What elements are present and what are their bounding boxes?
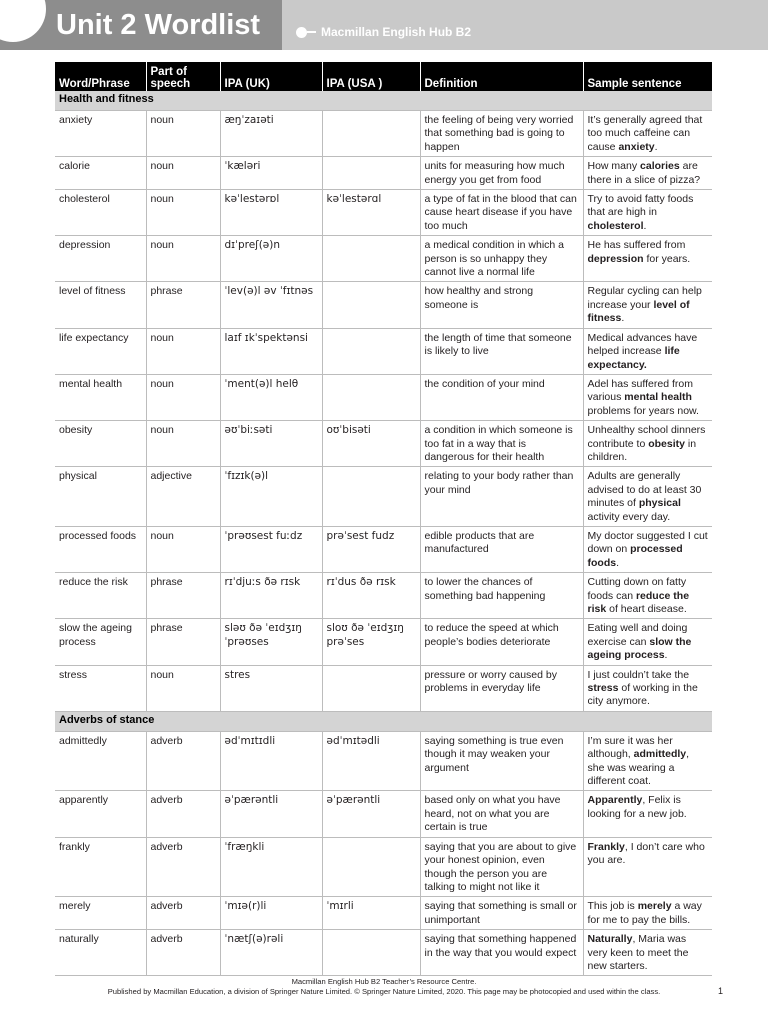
- sentence-text: .: [616, 556, 619, 569]
- sample-sentence-cell: [583, 467, 712, 527]
- definition-cell: how healthy and strong someone is: [420, 282, 583, 328]
- definition-cell: edible products that are manufactured: [420, 526, 583, 572]
- ipa-uk-cell: ˈment(ə)l helθ: [220, 374, 322, 420]
- table-row: [55, 111, 712, 157]
- part-of-speech-cell: phrase: [146, 282, 220, 328]
- ipa-usa-cell: [322, 837, 420, 897]
- ipa-uk-cell: stres: [220, 665, 322, 711]
- highlighted-word: Frankly: [587, 840, 625, 853]
- ipa-uk-cell: əʊˈbiːsəti: [220, 421, 322, 467]
- sentence-text: of working in the city anymore.: [587, 682, 698, 708]
- highlighted-word: depression: [587, 252, 644, 265]
- sample-sentence-cell: [583, 837, 712, 897]
- table-row: [55, 157, 712, 190]
- part-of-speech-cell: adverb: [146, 930, 220, 976]
- sample-sentence-cell: [583, 421, 712, 467]
- definition-cell: saying that you are about to give your honest opinion, even though the person you are talking to might not like it: [420, 837, 583, 897]
- part-of-speech-cell: noun: [146, 526, 220, 572]
- footer-line-2: Published by Macmillan Education, a division of Springer Nature Limited. © Springer Nature Limited, 2020. This page may be photocopied and used within the class.: [107, 987, 661, 996]
- ipa-uk-cell: ˈfræŋkli: [220, 837, 322, 897]
- sentence-text: of heart disease.: [606, 603, 687, 615]
- sample-sentence-cell: [583, 573, 712, 619]
- part-of-speech-cell: adverb: [146, 837, 220, 897]
- sentence-text: Try to avoid fatty foods that are high in: [587, 193, 694, 219]
- highlighted-word: Apparently: [587, 794, 643, 807]
- sentence-text: .: [621, 312, 625, 325]
- sample-sentence-cell: [583, 374, 712, 420]
- word-cell: processed foods: [55, 526, 146, 572]
- sentence-text: Cutting down on fatty foods can: [587, 576, 687, 602]
- sample-sentence-cell: [583, 930, 712, 976]
- sentence-text: , she was wearing a different coat.: [587, 748, 690, 788]
- definition-cell: units for measuring how much energy you get from food: [420, 157, 583, 190]
- highlighted-word: physical: [638, 497, 681, 510]
- word-cell: apparently: [55, 791, 146, 837]
- definition-cell: relating to your body rather than your mind: [420, 467, 583, 527]
- sentence-text: , Felix is looking for a new job.: [587, 794, 687, 820]
- sentence-text: Adel has suffered from various: [587, 377, 693, 404]
- word-cell: cholesterol: [55, 190, 146, 236]
- part-of-speech-cell: adverb: [146, 791, 220, 837]
- part-of-speech-cell: noun: [146, 328, 220, 374]
- part-of-speech-cell: phrase: [146, 619, 220, 665]
- definition-cell: a type of fat in the blood that can cause heart disease if you have too much: [420, 190, 583, 236]
- column-header-word: Word/Phrase: [55, 62, 146, 91]
- word-cell: admittedly: [55, 731, 146, 791]
- part-of-speech-cell: adjective: [146, 467, 220, 527]
- ipa-usa-cell: [322, 111, 420, 157]
- table-row: [55, 282, 712, 328]
- sentence-text: This job is: [587, 900, 638, 913]
- ipa-uk-cell: laɪf ɪkˈspektənsi: [220, 328, 322, 374]
- sentence-text: How many: [587, 160, 641, 173]
- ipa-usa-cell: [322, 467, 420, 527]
- ipa-uk-cell: ˈkæləri: [220, 157, 322, 190]
- ipa-usa-cell: ədˈmɪtədli: [322, 731, 420, 791]
- section-header-row: [55, 91, 712, 111]
- wordlist-table: [55, 62, 712, 976]
- table-row: [55, 665, 712, 711]
- highlighted-word: admittedly: [633, 748, 687, 761]
- part-of-speech-cell: noun: [146, 111, 220, 157]
- column-header-definition: Definition: [420, 62, 583, 91]
- ipa-usa-cell: [322, 282, 420, 328]
- ipa-usa-cell: [322, 665, 420, 711]
- ipa-usa-cell: [322, 930, 420, 976]
- header-title-panel: [0, 0, 282, 50]
- sentence-text: in children.: [587, 437, 697, 463]
- section-title: Adverbs of stance: [55, 711, 712, 731]
- word-cell: depression: [55, 236, 146, 282]
- definition-cell: a condition in which someone is too fat in a way that is dangerous for their health: [420, 421, 583, 467]
- sample-sentence-cell: [583, 111, 712, 157]
- highlighted-word: merely: [637, 900, 672, 913]
- sentence-text: It’s generally agreed that too much caffeine can cause: [587, 114, 703, 153]
- section-header-row: [55, 711, 712, 731]
- word-cell: naturally: [55, 930, 146, 976]
- page-header: [0, 0, 768, 50]
- highlighted-word: obesity: [648, 437, 685, 450]
- sentence-text: I’m sure it was her although,: [587, 734, 673, 761]
- highlighted-word: cholesterol: [587, 219, 644, 232]
- word-cell: mental health: [55, 374, 146, 420]
- table-row: [55, 526, 712, 572]
- sample-sentence-cell: [583, 526, 712, 572]
- table-row: [55, 236, 712, 282]
- column-header-sample-sentence: Sample sentence: [583, 62, 712, 91]
- wordlist-body: [55, 91, 712, 976]
- ipa-usa-cell: [322, 236, 420, 282]
- ipa-usa-cell: kəˈlestərɑl: [322, 190, 420, 236]
- sentence-text: , I don’t care who you are.: [587, 840, 705, 867]
- ipa-usa-cell: ˈmɪrli: [322, 897, 420, 930]
- ipa-usa-cell: [322, 157, 420, 190]
- table-header-row: [55, 62, 712, 91]
- ipa-uk-cell: ˈfɪzɪk(ə)l: [220, 467, 322, 527]
- table-row: [55, 930, 712, 976]
- word-cell: anxiety: [55, 111, 146, 157]
- column-header-ipa-uk: IPA (UK): [220, 62, 322, 91]
- sentence-text: .: [643, 219, 647, 232]
- highlighted-word: level of fitness: [587, 298, 690, 325]
- definition-cell: a medical condition in which a person is so unhappy they cannot live a normal life: [420, 236, 583, 282]
- definition-cell: saying that something happened in the way that you would expect: [420, 930, 583, 976]
- definition-cell: the condition of your mind: [420, 374, 583, 420]
- table-row: [55, 897, 712, 930]
- sentence-text: are there in a slice of pizza?: [587, 160, 701, 186]
- sentence-text: activity every day.: [587, 510, 671, 523]
- word-cell: stress: [55, 665, 146, 711]
- column-header-ipa-usa: IPA (USA ): [322, 62, 420, 91]
- sentence-text: for years.: [643, 252, 691, 265]
- highlighted-word: anxiety: [618, 140, 655, 153]
- sentence-text: He has suffered from: [587, 239, 686, 252]
- definition-cell: to lower the chances of something bad happening: [420, 573, 583, 619]
- sentence-text: a way for me to pay the bills.: [587, 900, 702, 926]
- definition-cell: based only on what you have heard, not on what you are certain is true: [420, 791, 583, 837]
- definition-cell: the length of time that someone is likely to live: [420, 328, 583, 374]
- section-title: Health and fitness: [55, 91, 712, 111]
- sample-sentence-cell: [583, 619, 712, 665]
- part-of-speech-cell: noun: [146, 374, 220, 420]
- highlighted-word: mental health: [624, 391, 692, 404]
- sentence-text: problems for years now.: [587, 404, 699, 417]
- sentence-text: .: [664, 649, 668, 662]
- ipa-uk-cell: dɪˈpreʃ(ə)n: [220, 236, 322, 282]
- sentence-text: .: [654, 140, 658, 153]
- ipa-uk-cell: rɪˈdjuːs ðə rɪsk: [220, 573, 322, 619]
- highlighted-word: slow the ageing process: [587, 635, 692, 662]
- ipa-usa-cell: sloʊ ðə ˈeɪdʒɪŋ prəˈses: [322, 619, 420, 665]
- highlighted-word: reduce the risk: [587, 589, 690, 615]
- ipa-usa-cell: [322, 328, 420, 374]
- brand-dot-icon: [296, 27, 307, 38]
- sentence-text: Unhealthy school dinners contribute to: [587, 424, 706, 450]
- table-row: [55, 328, 712, 374]
- ipa-uk-cell: əˈpærəntli: [220, 791, 322, 837]
- word-cell: calorie: [55, 157, 146, 190]
- table-row: [55, 791, 712, 837]
- table-row: [55, 837, 712, 897]
- word-cell: merely: [55, 897, 146, 930]
- page-title: Unit 2 Wordlist: [56, 9, 261, 41]
- footer-line-1: Macmillan English Hub B2 Teacher’s Resource Centre.: [291, 977, 477, 986]
- sentence-text: My doctor suggested I cut down on: [587, 529, 708, 556]
- word-cell: obesity: [55, 421, 146, 467]
- ipa-uk-cell: kəˈlestərɒl: [220, 190, 322, 236]
- sentence-text: Adults are generally advised to do at least 30 minutes of: [587, 470, 702, 510]
- table-row: [55, 731, 712, 791]
- sentence-text: I just couldn’t take the: [587, 668, 690, 681]
- highlighted-word: processed foods: [587, 543, 683, 569]
- part-of-speech-cell: noun: [146, 236, 220, 282]
- page-footer: [0, 977, 768, 997]
- ipa-usa-cell: oʊˈbisəti: [322, 421, 420, 467]
- ipa-uk-cell: ˈnætʃ(ə)rəli: [220, 930, 322, 976]
- part-of-speech-cell: noun: [146, 421, 220, 467]
- ipa-uk-cell: æŋˈzaɪəti: [220, 111, 322, 157]
- sample-sentence-cell: [583, 157, 712, 190]
- definition-cell: saying something is true even though it may weaken your argument: [420, 731, 583, 791]
- sentence-text: Regular cycling can help increase your: [587, 285, 702, 311]
- ipa-usa-cell: rɪˈdus ðə rɪsk: [322, 573, 420, 619]
- ipa-uk-cell: ˈmɪə(r)li: [220, 897, 322, 930]
- definition-cell: pressure or worry caused by problems in everyday life: [420, 665, 583, 711]
- table-row: [55, 573, 712, 619]
- word-cell: life expectancy: [55, 328, 146, 374]
- definition-cell: saying that something is small or unimportant: [420, 897, 583, 930]
- brand-line-icon: [307, 31, 316, 33]
- brand-name: Macmillan English Hub B2: [321, 25, 472, 39]
- part-of-speech-cell: adverb: [146, 731, 220, 791]
- part-of-speech-cell: adverb: [146, 897, 220, 930]
- sentence-text: Eating well and doing exercise can: [587, 622, 688, 648]
- brand-label: [296, 25, 471, 39]
- definition-cell: to reduce the speed at which people’s bodies deteriorate: [420, 619, 583, 665]
- part-of-speech-cell: noun: [146, 157, 220, 190]
- table-row: [55, 421, 712, 467]
- word-cell: level of fitness: [55, 282, 146, 328]
- ipa-uk-cell: ˈprəʊsest fuːdz: [220, 526, 322, 572]
- word-cell: physical: [55, 467, 146, 527]
- sample-sentence-cell: [583, 282, 712, 328]
- sample-sentence-cell: [583, 791, 712, 837]
- part-of-speech-cell: noun: [146, 665, 220, 711]
- sentence-text: Medical advances have helped increase: [587, 331, 698, 358]
- part-of-speech-cell: noun: [146, 190, 220, 236]
- highlighted-word: Naturally: [587, 933, 633, 946]
- definition-cell: the feeling of being very worried that something bad is going to happen: [420, 111, 583, 157]
- sample-sentence-cell: [583, 236, 712, 282]
- header-circle-decoration: [0, 0, 46, 42]
- highlighted-word: calories: [640, 160, 680, 173]
- ipa-usa-cell: [322, 374, 420, 420]
- ipa-usa-cell: əˈpærəntli: [322, 791, 420, 837]
- table-row: [55, 619, 712, 665]
- ipa-usa-cell: prəˈsest fudz: [322, 526, 420, 572]
- sample-sentence-cell: [583, 731, 712, 791]
- sample-sentence-cell: [583, 665, 712, 711]
- word-cell: reduce the risk: [55, 573, 146, 619]
- sample-sentence-cell: [583, 190, 712, 236]
- table-row: [55, 467, 712, 527]
- sample-sentence-cell: [583, 897, 712, 930]
- part-of-speech-cell: phrase: [146, 573, 220, 619]
- table-row: [55, 190, 712, 236]
- sentence-text: , Maria was very keen to meet the new starters.: [587, 933, 689, 972]
- highlighted-word: life expectancy.: [587, 345, 680, 371]
- word-cell: frankly: [55, 837, 146, 897]
- ipa-uk-cell: sləʊ ðə ˈeɪdʒɪŋ ˈprəʊses: [220, 619, 322, 665]
- ipa-uk-cell: ədˈmɪtɪdli: [220, 731, 322, 791]
- highlighted-word: stress: [587, 682, 619, 695]
- ipa-uk-cell: ˈlev(ə)l əv ˈfɪtnəs: [220, 282, 322, 328]
- column-header-part-of-speech: Part of speech: [146, 62, 220, 91]
- word-cell: slow the ageing process: [55, 619, 146, 665]
- table-row: [55, 374, 712, 420]
- sample-sentence-cell: [583, 328, 712, 374]
- page-number: 1: [718, 986, 724, 996]
